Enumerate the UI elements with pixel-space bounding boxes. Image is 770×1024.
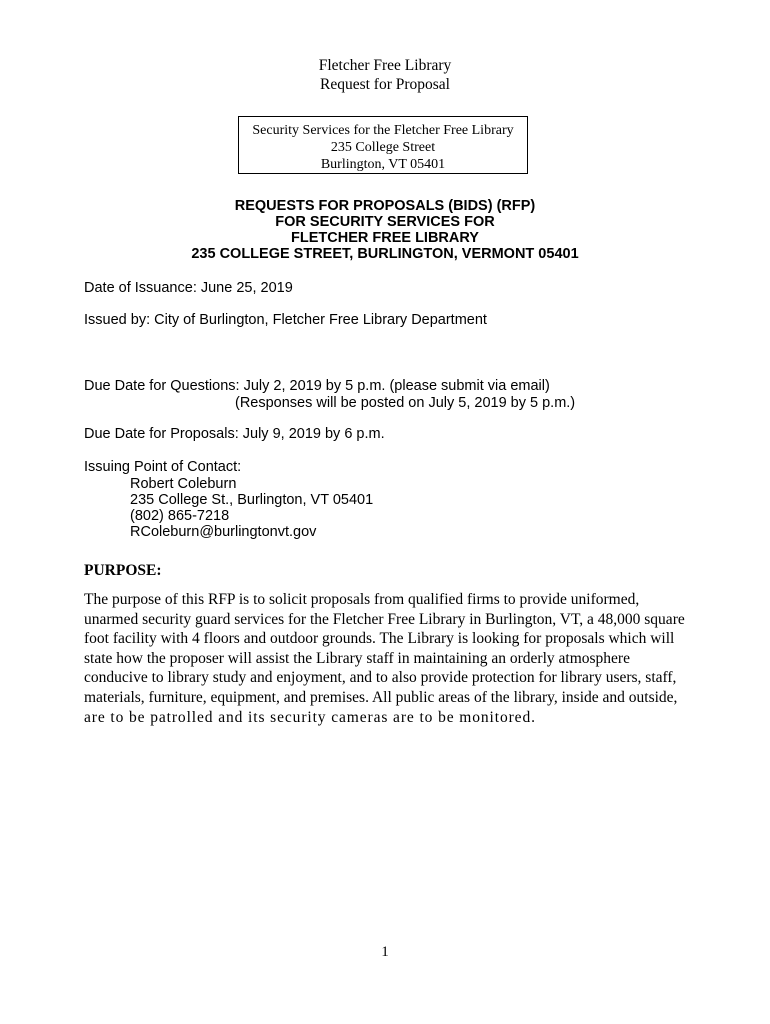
purpose-line: foot facility with 4 floors and outdoor grounds. The Library is looking for proposals which will — [84, 630, 675, 648]
purpose-line: are to be patrolled and its security cameras are to be monitored. — [84, 708, 536, 726]
project-info-box — [238, 116, 528, 174]
contact-address: 235 College St., Burlington, VT 05401 — [130, 492, 374, 508]
proposals-due-date: Due Date for Proposals: July 9, 2019 by 6 p.m. — [84, 426, 385, 442]
purpose-line: conducive to library study and enjoyment, and to also provide protection for library users, staff, — [84, 669, 677, 687]
purpose-heading: PURPOSE: — [84, 562, 162, 579]
contact-label: Issuing Point of Contact: — [84, 459, 242, 475]
questions-due-date: Due Date for Questions: July 2, 2019 by 5 p.m. (please submit via email) — [84, 378, 550, 394]
contact-email: RColeburn@burlingtonvt.gov — [130, 524, 317, 540]
issued-by: Issued by: City of Burlington, Fletcher Free Library Department — [84, 312, 487, 328]
purpose-line: state how the proposer will assist the Library staff in maintaining an orderly atmosphere — [84, 649, 630, 667]
purpose-line: The purpose of this RFP is to solicit proposals from qualified firms to provide uniformed, — [84, 591, 640, 608]
rfp-title-line-4: 235 COLLEGE STREET, BURLINGTON, VERMONT 05401 — [191, 246, 579, 262]
responses-note: (Responses will be posted on July 5, 2019 by 5 p.m.) — [235, 395, 576, 411]
contact-name: Robert Coleburn — [130, 476, 237, 492]
box-street: 235 College Street — [330, 140, 436, 155]
purpose-line: unarmed security guard services for the Fletcher Free Library in Burlington, VT, a 48,000 square — [84, 610, 685, 628]
header-document-type: Request for Proposal — [319, 76, 450, 93]
box-city: Burlington, VT 05401 — [320, 157, 446, 172]
header-library-name: Fletcher Free Library — [318, 57, 452, 74]
page-number: 1 — [381, 944, 389, 960]
purpose-line: materials, furniture, equipment, and premises. All public areas of the library, inside and outside, — [84, 688, 678, 706]
rfp-title-line-3: FLETCHER FREE LIBRARY — [291, 230, 479, 246]
date-of-issuance: Date of Issuance: June 25, 2019 — [84, 280, 293, 296]
contact-phone: (802) 865-7218 — [130, 508, 230, 524]
rfp-title-line-2: FOR SECURITY SERVICES FOR — [275, 214, 495, 230]
box-project-name: Security Services for the Fletcher Free Library — [252, 123, 514, 138]
purpose-paragraph — [84, 590, 684, 727]
rfp-title-line-1: REQUESTS FOR PROPOSALS (BIDS) (RFP) — [234, 198, 536, 214]
